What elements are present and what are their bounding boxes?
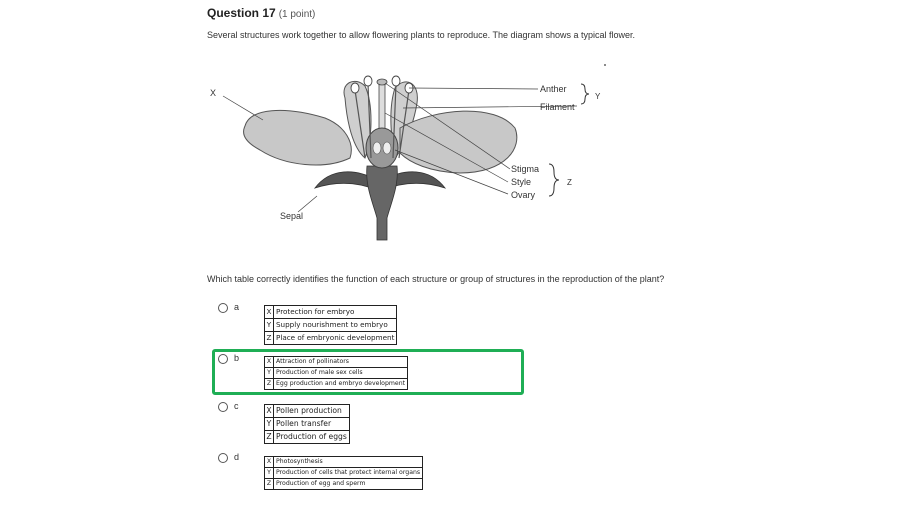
option-b-letter: b	[234, 353, 240, 363]
label-y: Y	[595, 92, 601, 101]
anther	[351, 83, 359, 93]
petal-left	[244, 110, 352, 165]
flower-stem	[367, 166, 398, 240]
question-intro: Several structures work together to allow flowering plants to reproduce. The diagram shows a typical flower.	[207, 30, 636, 40]
question-prompt: Which table correctly identifies the function of each structure or group of structures in the reproduction of the plant?	[207, 274, 665, 284]
option-a-letter: a	[234, 302, 240, 312]
brace-y	[581, 84, 589, 104]
label-stigma: Stigma	[511, 164, 540, 174]
table-row: Y Production of cells that protect internal organs	[265, 468, 423, 479]
label-sepal: Sepal	[280, 211, 304, 221]
option-a-table	[264, 305, 397, 345]
pistil-stigma	[377, 79, 387, 85]
table-row: X Photosynthesis	[265, 457, 423, 468]
table-row: Z Production of egg and sperm	[265, 479, 423, 490]
table-row: X Attraction of pollinators	[265, 357, 408, 368]
option-a-radio[interactable]	[218, 303, 228, 313]
table-row: Y Supply nourishment to embryo	[265, 319, 397, 332]
option-c-radio[interactable]	[218, 402, 228, 412]
table-row: Z Egg production and embryo development	[265, 379, 408, 390]
pistil-style	[379, 83, 385, 133]
petal-right	[400, 111, 517, 173]
highlight-box	[212, 349, 524, 395]
option-c-table	[264, 404, 350, 444]
label-z: Z	[567, 178, 572, 187]
brace-z	[549, 164, 559, 196]
label-filament: Filament	[540, 102, 575, 112]
question-number: Question 17	[207, 6, 276, 20]
question-points: (1 point)	[278, 9, 316, 20]
label-ovary: Ovary	[511, 190, 536, 200]
question-title	[207, 6, 315, 20]
label-anther: Anther	[540, 84, 567, 94]
option-d-letter: d	[234, 452, 240, 462]
option-c-letter: c	[234, 401, 239, 411]
label-x: X	[210, 88, 217, 98]
table-row: Z Production of eggs	[265, 431, 350, 444]
option-d-radio[interactable]	[218, 453, 228, 463]
stray-dot	[604, 64, 606, 66]
table-row: Y Pollen transfer	[265, 418, 350, 431]
option-d-table	[264, 456, 423, 490]
label-style: Style	[511, 177, 532, 187]
table-row: X Pollen production	[265, 405, 350, 418]
table-row: Y Production of male sex cells	[265, 368, 408, 379]
table-row: X Protection for embryo	[265, 306, 397, 319]
flower-diagram	[205, 68, 605, 248]
table-row: Z Place of embryonic development	[265, 332, 397, 345]
